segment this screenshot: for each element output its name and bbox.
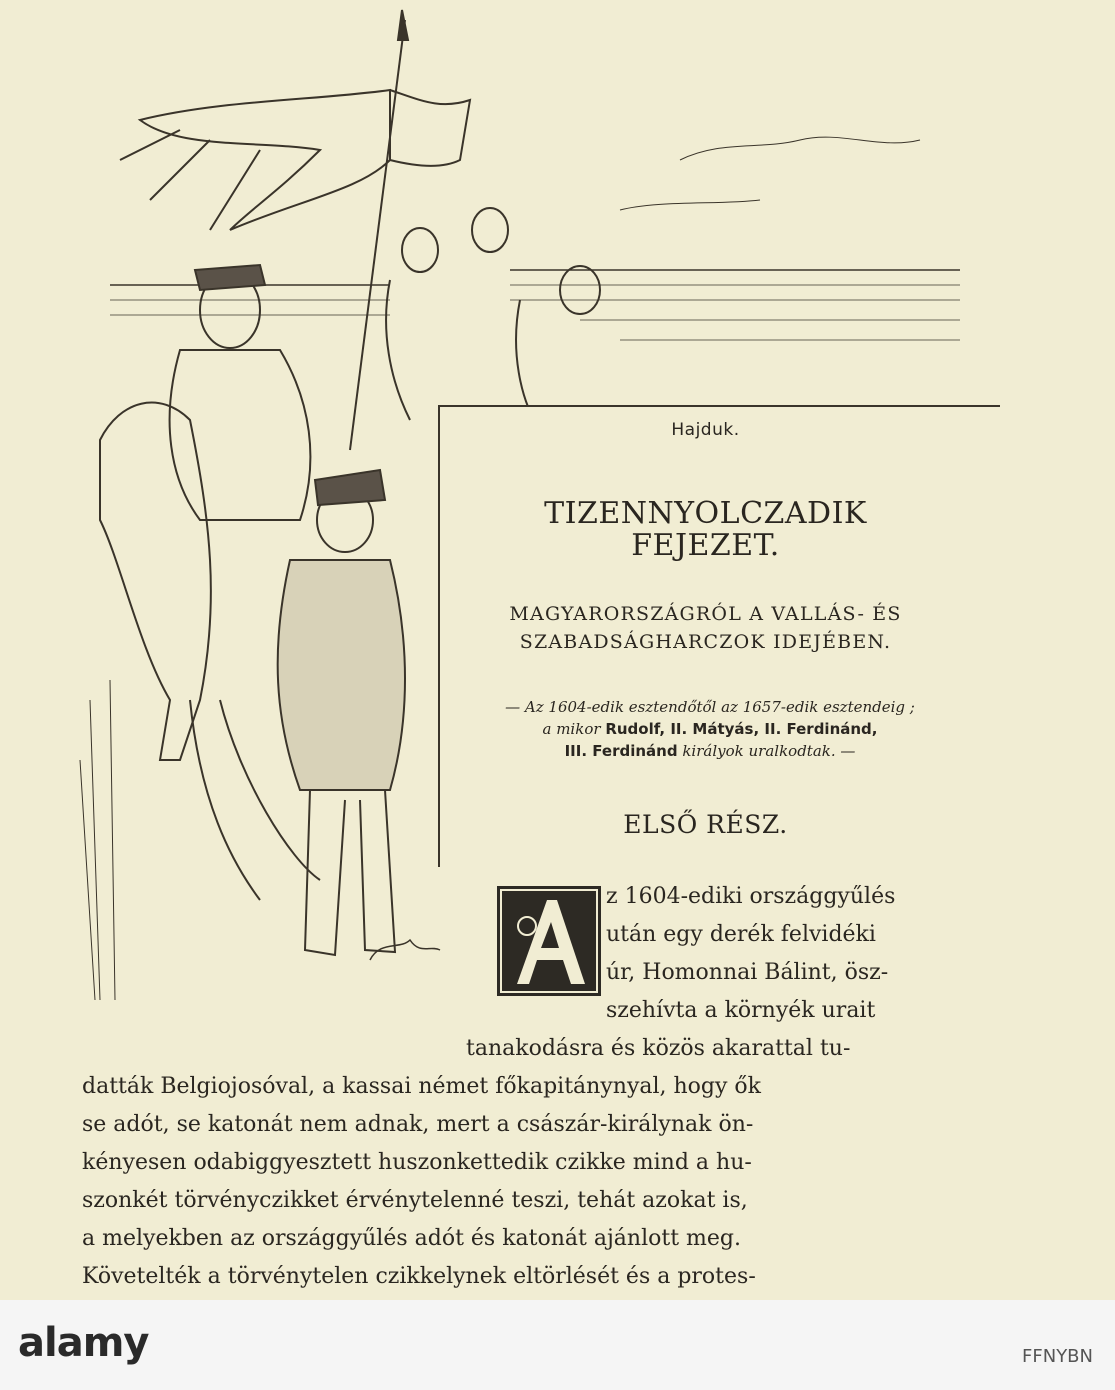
drop-cap-a xyxy=(497,886,601,996)
chapter-title xyxy=(438,498,973,562)
stock-id: FFNYBN xyxy=(1022,1346,1093,1367)
stock-footer xyxy=(0,1300,1115,1390)
chapter-title-line1: TIZENNYOLCZADIK xyxy=(544,496,867,531)
body-line-7: se adót, se katonát nem adnak, mert a császár-királynak ön- xyxy=(82,1112,754,1137)
dates-line3-bold: III. Ferdinánd xyxy=(564,742,678,760)
body-line-4: szehívta a környék urait xyxy=(606,998,876,1023)
dates-line2-bold: Rudolf, II. Mátyás, II. Ferdinánd, xyxy=(605,720,878,738)
chapter-dates xyxy=(450,696,970,762)
dates-line1: — Az 1604-edik esztendőtől az 1657-edik esztendeig ; xyxy=(505,698,915,716)
dates-line3-italic: királyok uralkodtak. — xyxy=(682,742,856,760)
alamy-logo[interactable]: alamy xyxy=(18,1320,149,1366)
body-line-1: z 1604-ediki országgyűlés xyxy=(606,884,896,909)
dates-line3 xyxy=(450,740,970,762)
body-line-9: szonkét törvényczikket érvénytelenné teszi, tehát azokat is, xyxy=(82,1188,748,1213)
part-title: ELSŐ RÉSZ. xyxy=(623,810,788,839)
drop-cap-a-icon xyxy=(497,886,601,996)
body-line-8: kényesen odabiggyesztett huszonkettedik czikke mind a hu- xyxy=(82,1150,752,1175)
chapter-title-line2: FEJEZET. xyxy=(631,528,780,563)
illustration-caption: Hajduk. xyxy=(671,420,740,440)
body-line-10: a melyekben az országgyűlés adót és katonát ajánlott meg. xyxy=(82,1226,742,1251)
body-line-3: úr, Homonnai Bálint, ösz- xyxy=(606,960,889,985)
body-line-11: Követelték a törvénytelen czikkelynek eltörlését és a protes- xyxy=(82,1264,756,1289)
chapter-subtitle xyxy=(438,600,973,656)
dates-line2 xyxy=(450,718,970,740)
body-line-2: után egy derék felvidéki xyxy=(606,922,876,947)
body-line-5: tanakodásra és közös akarattal tu- xyxy=(466,1036,851,1061)
chapter-subtitle-line2: SZABADSÁGHARCZOK IDEJÉBEN. xyxy=(519,631,892,653)
dates-line2-italic: a mikor xyxy=(542,720,601,738)
chapter-subtitle-line1: MAGYARORSZÁGRÓL A VALLÁS- ÉS xyxy=(509,603,902,625)
body-line-6: datták Belgiojosóval, a kassai német főkapitánynyal, hogy ők xyxy=(82,1074,762,1099)
